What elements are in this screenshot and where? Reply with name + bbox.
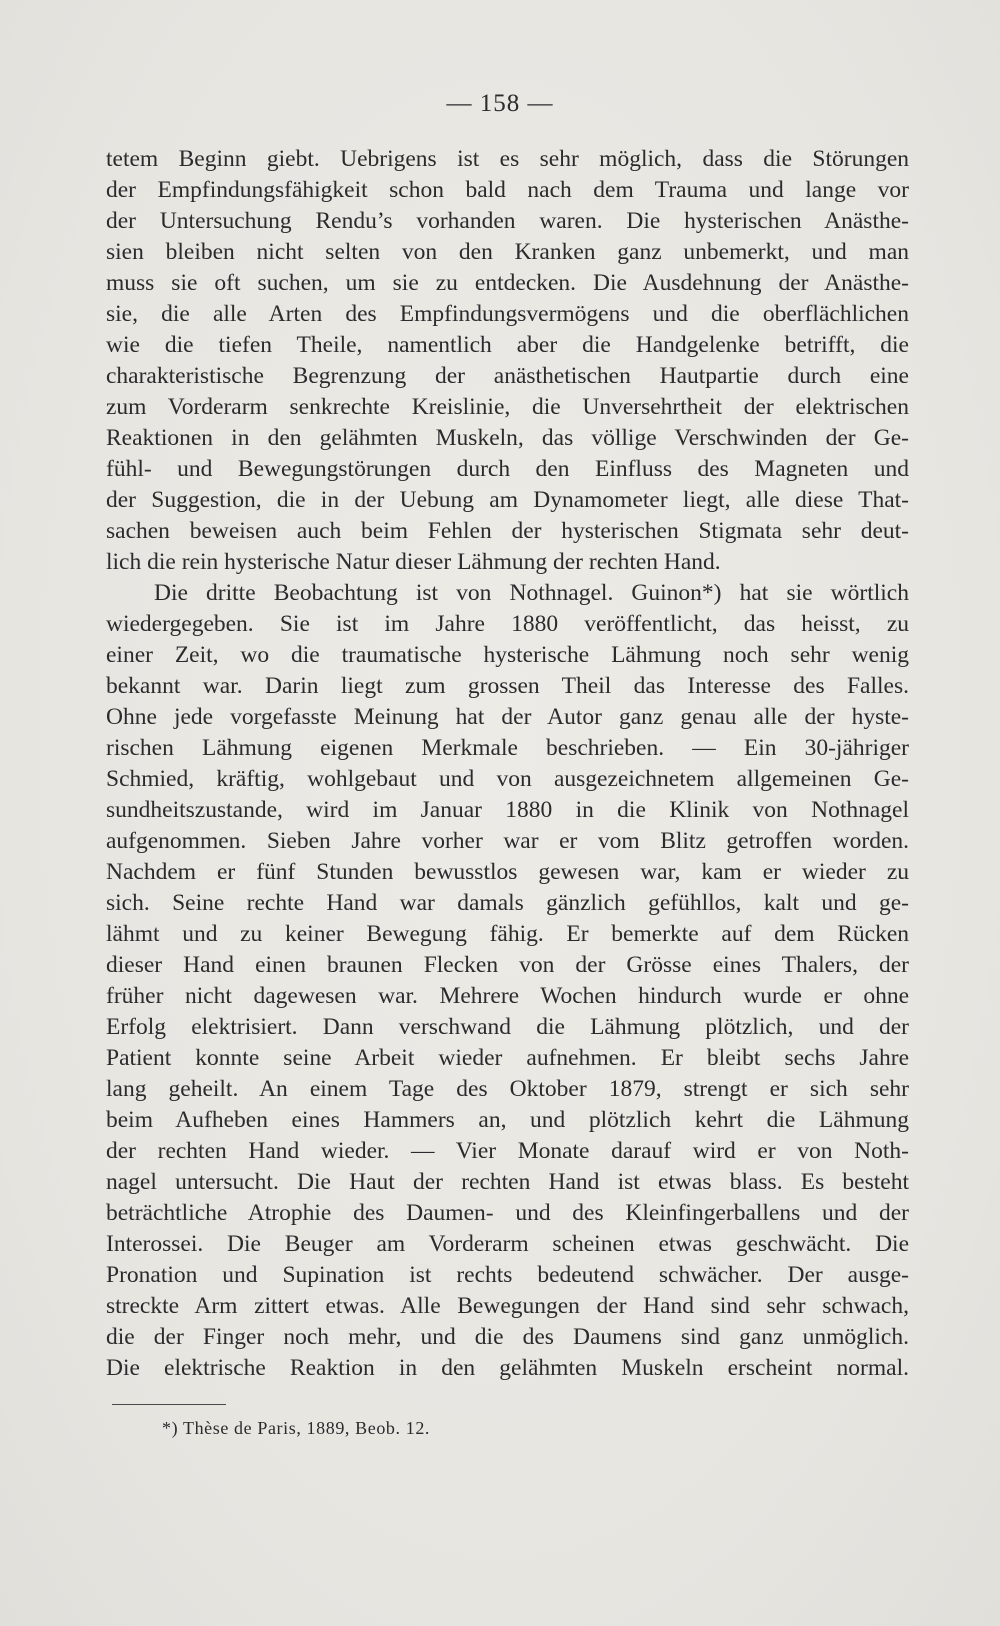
text-line: Interossei. Die Beuger am Vorderarm scheinen etwas geschwächt. Die [106,1231,909,1257]
text-line: sachen beweisen auch beim Fehlen der hysterischen Stigmata sehr deut- [106,518,909,544]
text-line: der Empfindungsfähigkeit schon bald nach dem Trauma und lange vor [106,177,909,203]
text-line: lähmt und zu keiner Bewegung fähig. Er bemerkte auf dem Rücken [106,921,909,947]
text-line: der Suggestion, die in der Uebung am Dynamometer liegt, alle diese That- [106,487,909,513]
text-line: Reaktionen in den gelähmten Muskeln, das völlige Verschwinden der Ge- [106,425,909,451]
text-line: sundheitszustande, wird im Januar 1880 in die Klinik von Nothnagel [106,797,909,823]
text-line: zum Vorderarm senkrechte Kreislinie, die Unversehrtheit der elektrischen [106,394,909,420]
text-line: einer Zeit, wo die traumatische hysterische Lähmung noch sehr wenig [106,642,909,668]
text-line: beträchtliche Atrophie des Daumen- und des Kleinfingerballens und der [106,1200,909,1226]
text-line: Ohne jede vorgefasste Meinung hat der Autor ganz genau alle der hyste- [106,704,909,730]
text-line: Patient konnte seine Arbeit wieder aufnehmen. Er bleibt sechs Jahre [106,1045,909,1071]
text-line: aufgenommen. Sieben Jahre vorher war er vom Blitz getroffen worden. [106,828,909,854]
text-line: der Untersuchung Rendu’s vorhanden waren. Die hysterischen Anästhe- [106,208,909,234]
text-line: dieser Hand einen braunen Flecken von der Grösse eines Thalers, der [106,952,909,978]
text-line: nagel untersucht. Die Haut der rechten Hand ist etwas blass. Es besteht [106,1169,909,1195]
text-line: tetem Beginn giebt. Uebrigens ist es sehr möglich, dass die Störungen [106,146,909,172]
text-line: wiedergegeben. Sie ist im Jahre 1880 veröffentlicht, das heisst, zu [106,611,909,637]
text-line: Die elektrische Reaktion in den gelähmten Muskeln erscheint normal. [106,1355,909,1381]
text-line: fühl- und Bewegungstörungen durch den Einfluss des Magneten und [106,456,909,482]
text-line: früher nicht dagewesen war. Mehrere Wochen hindurch wurde er ohne [106,983,909,1009]
text-line: rischen Lähmung eigenen Merkmale beschrieben. — Ein 30-jähriger [106,735,909,761]
text-line: wie die tiefen Theile, namentlich aber die Handgelenke betrifft, die [106,332,909,358]
text-line: bekannt war. Darin liegt zum grossen Theil das Interesse des Falles. [106,673,909,699]
footnote: *) Thèse de Paris, 1889, Beob. 12. [162,1418,431,1438]
text-line: muss sie oft suchen, um sie zu entdecken. Die Ausdehnung der Anästhe- [106,270,909,296]
page-number: — 158 — [446,90,554,117]
text-line: Erfolg elektrisiert. Dann verschwand die Lähmung plötzlich, und der [106,1014,909,1040]
text-line: sie, die alle Arten des Empfindungsvermögens und die oberflächlichen [106,301,909,327]
text-line: charakteristische Begrenzung der anästhetischen Hautpartie durch eine [106,363,909,389]
footnote-rule [112,1404,226,1405]
text-line: Pronation und Supination ist rechts bedeutend schwächer. Der ausge- [106,1262,909,1288]
paragraph-start-line: Die dritte Beobachtung ist von Nothnagel. Guinon*) hat sie wörtlich [154,580,909,606]
text-line: sien bleiben nicht selten von den Kranken ganz unbemerkt, und man [106,239,909,265]
text-line: Schmied, kräftig, wohlgebaut und von ausgezeichnetem allgemeinen Ge- [106,766,909,792]
text-line: lang geheilt. An einem Tage des Oktober 1879, strengt er sich sehr [106,1076,909,1102]
paragraph-end-line: lich die rein hysterische Natur dieser Lähmung der rechten Hand. [106,549,721,575]
text-line: der rechten Hand wieder. — Vier Monate darauf wird er von Noth- [106,1138,909,1164]
text-line: streckte Arm zittert etwas. Alle Bewegungen der Hand sind sehr schwach, [106,1293,909,1319]
body-text [106,144,909,1384]
text-line: sich. Seine rechte Hand war damals gänzlich gefühllos, kalt und ge- [106,890,909,916]
text-line: beim Aufheben eines Hammers an, und plötzlich kehrt die Lähmung [106,1107,909,1133]
text-line: Nachdem er fünf Stunden bewusstlos gewesen war, kam er wieder zu [106,859,909,885]
text-line: die der Finger noch mehr, und die des Daumens sind ganz unmöglich. [106,1324,909,1350]
